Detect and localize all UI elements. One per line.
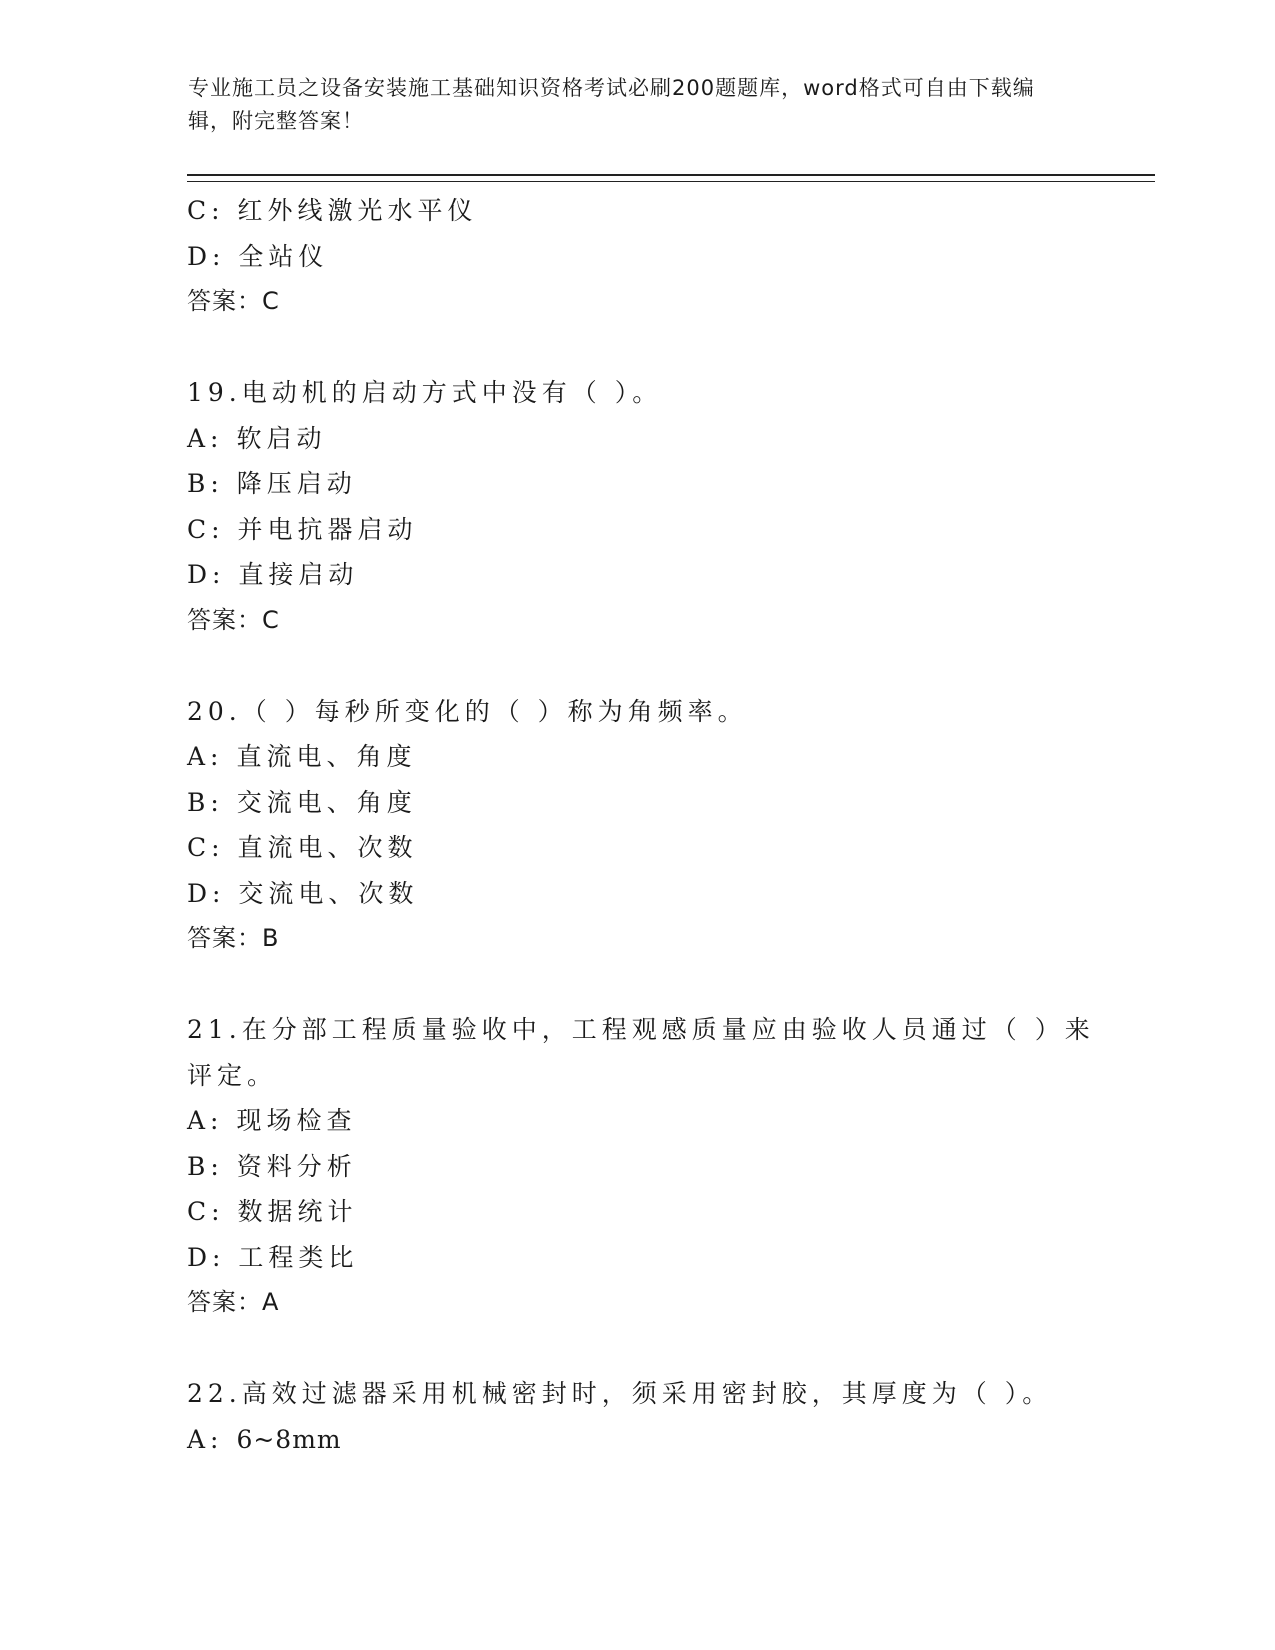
answer-line: 答案：C [187, 605, 280, 634]
option-c: C: 数据统计 [187, 1197, 358, 1226]
option-a: A: 软启动 [187, 423, 327, 453]
question-stem-21-continued: 评定。 [187, 1060, 278, 1090]
option-b: B: 资料分析 [187, 1151, 357, 1181]
header-rule-thin [187, 181, 1155, 182]
answer-line: 答案：A [187, 1288, 280, 1316]
option-c: C: 红外线激光水平仪 [187, 196, 478, 225]
question-stem-21: 21.在分部工程质量验收中，工程观感质量应由验收人员通过（ ）来 [187, 1015, 1095, 1044]
answer-line: 答案：C [187, 287, 280, 315]
option-c: C: 并电抗器启动 [187, 514, 418, 544]
option-c: C: 直流电、次数 [187, 833, 418, 862]
answer-line: 答案：B [187, 924, 280, 952]
option-d: D: 交流电、次数 [187, 878, 419, 908]
option-d: D: 直接启动 [187, 560, 359, 589]
option-b: B: 交流电、角度 [187, 787, 417, 817]
question-stem-20: 20.（ ）每秒所变化的（ ）称为角频率。 [187, 696, 748, 726]
option-a: A: 直流电、角度 [187, 742, 417, 771]
option-b: B: 降压启动 [187, 469, 357, 498]
option-d: D: 全站仪 [187, 241, 329, 271]
option-d: D: 工程类比 [187, 1242, 359, 1272]
question-stem-19: 19.电动机的启动方式中没有（ ）。 [187, 378, 663, 407]
option-a: A: 现场检查 [187, 1106, 357, 1135]
document-title: 专业施工员之设备安装施工基础知识资格考试必刷200题题库，word格式可自由下载编辑，附完整答案！ [188, 76, 1035, 133]
question-stem-22: 22.高效过滤器采用机械密封时，须采用密封胶，其厚度为（ ）。 [187, 1379, 1053, 1408]
header-rule-thick [187, 174, 1155, 176]
question-list [187, 188, 1095, 1462]
option-a: A: 6~8mm [187, 1424, 342, 1454]
